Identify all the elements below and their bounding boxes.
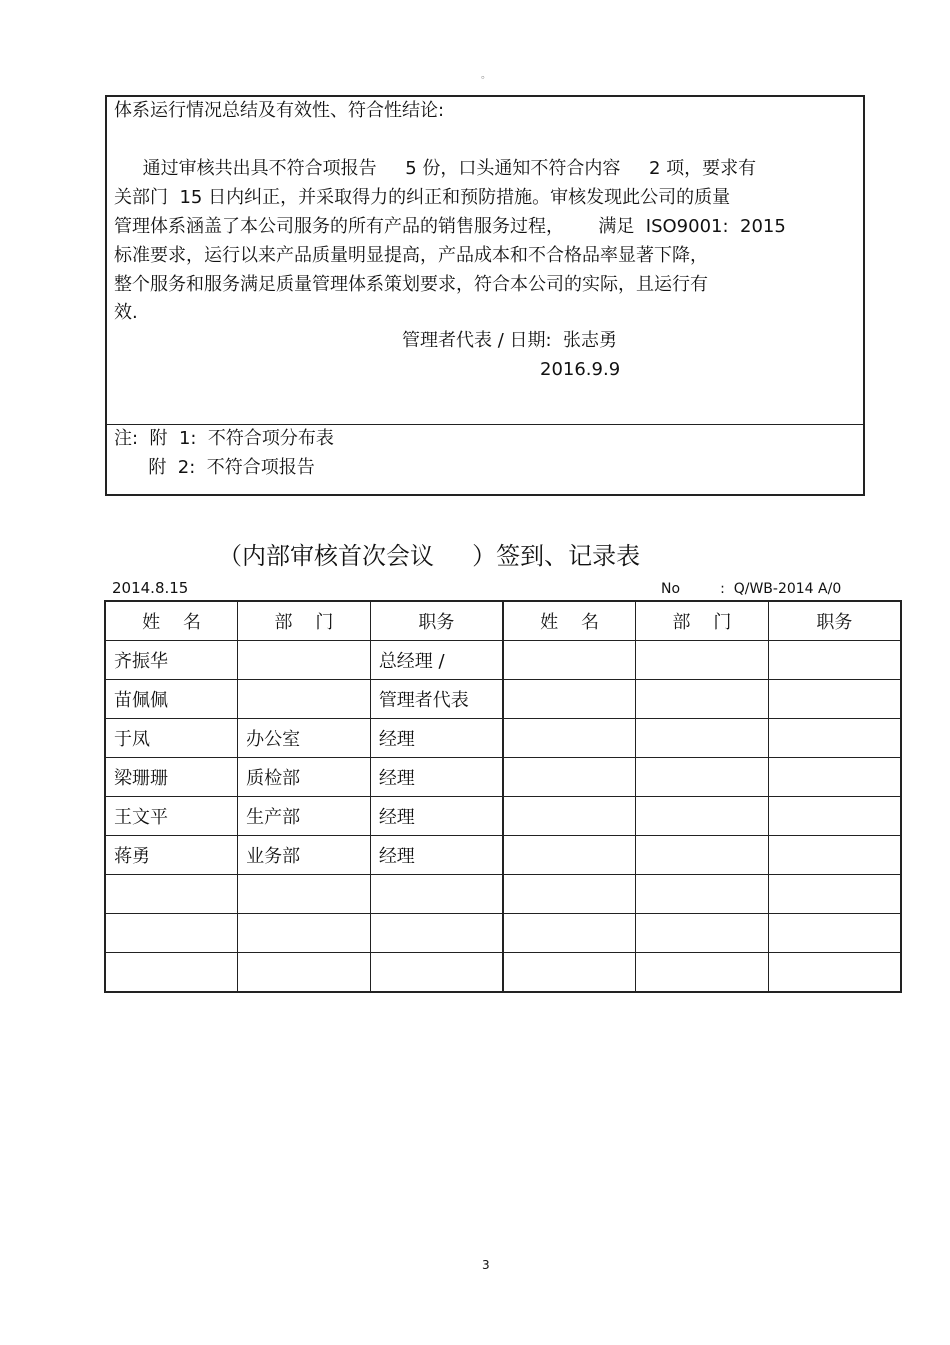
- cell-position: [768, 875, 901, 914]
- table-header-row: [105, 601, 901, 641]
- table-row: [105, 953, 901, 993]
- table-row: [105, 914, 901, 953]
- cell-name: 王文平: [105, 797, 238, 836]
- cell-department: [238, 953, 371, 993]
- cell-name: [503, 836, 636, 875]
- cell-position: 管理者代表: [370, 680, 503, 719]
- cell-name: [503, 875, 636, 914]
- cell-name: 梁珊珊: [105, 758, 238, 797]
- summary-box: [105, 95, 865, 496]
- table-row: [105, 797, 901, 836]
- cell-department: [636, 875, 769, 914]
- cell-name: [105, 875, 238, 914]
- cell-department: [636, 641, 769, 680]
- table-row: [105, 641, 901, 680]
- cell-position: [768, 914, 901, 953]
- summary-line: 通过审核共出具不符合项报告 5 份，口头通知不符合内容 2 项，要求有: [114, 158, 757, 179]
- cell-name: [503, 719, 636, 758]
- cell-name: 苗佩佩: [105, 680, 238, 719]
- attachment-note: 注: 附 1: 不符合项分布表: [114, 428, 334, 449]
- cell-position: [768, 680, 901, 719]
- cell-department: [238, 875, 371, 914]
- cell-position: [768, 641, 901, 680]
- summary-line: 标准要求，运行以来产品质量明显提高，产品成本和不合格品率显著下降，: [114, 245, 708, 266]
- cell-position: [768, 797, 901, 836]
- summary-section: [107, 97, 863, 425]
- summary-line: 整个服务和服务满足质量管理体系策划要求，符合本公司的实际，且运行有: [114, 274, 708, 295]
- cell-name: [503, 797, 636, 836]
- table-row: [105, 875, 901, 914]
- header-department: 部 门: [636, 601, 769, 641]
- cell-position: [370, 914, 503, 953]
- form-number: No : Q/WB-2014 A/0: [661, 581, 842, 597]
- cell-department: [636, 836, 769, 875]
- cell-department: 办公室: [238, 719, 371, 758]
- cell-department: [636, 953, 769, 993]
- page-number: 3: [482, 1258, 490, 1272]
- header-name: 姓 名: [105, 601, 238, 641]
- cell-position: 经理: [370, 836, 503, 875]
- sign-in-table: [104, 600, 902, 993]
- header-position: 职务: [370, 601, 503, 641]
- cell-department: [238, 680, 371, 719]
- cell-position: [370, 875, 503, 914]
- header-position: 职务: [768, 601, 901, 641]
- summary-line: 关部门 15 日内纠正，并采取得力的纠正和预防措施。审核发现此公司的质量: [114, 187, 731, 208]
- cell-position: [768, 953, 901, 993]
- cell-name: [105, 914, 238, 953]
- cell-name: [503, 953, 636, 993]
- cell-name: [105, 953, 238, 993]
- summary-line: 效.: [114, 302, 138, 323]
- summary-line: 管理体系涵盖了本公司服务的所有产品的销售服务过程， 满足 ISO9001: 2015: [114, 216, 786, 237]
- management-representative: 管理者代表 / 日期: 张志勇: [402, 330, 618, 351]
- cell-department: 业务部: [238, 836, 371, 875]
- cell-department: [636, 758, 769, 797]
- cell-department: [636, 719, 769, 758]
- table-row: [105, 680, 901, 719]
- cell-position: 经理: [370, 719, 503, 758]
- header-name: 姓 名: [503, 601, 636, 641]
- cell-name: 齐振华: [105, 641, 238, 680]
- cell-department: [636, 797, 769, 836]
- table-row: [105, 719, 901, 758]
- attachment-note: 附 2: 不符合项报告: [114, 457, 315, 478]
- summary-heading: 体系运行情况总结及有效性、符合性结论:: [114, 100, 445, 121]
- cell-department: 生产部: [238, 797, 371, 836]
- cell-name: [503, 680, 636, 719]
- cell-department: [636, 680, 769, 719]
- cell-position: [768, 719, 901, 758]
- cell-department: [238, 914, 371, 953]
- cell-position: [768, 758, 901, 797]
- cell-position: 总经理 /: [370, 641, 503, 680]
- cell-position: 经理: [370, 758, 503, 797]
- cell-department: [238, 641, 371, 680]
- top-mark: 。: [481, 70, 491, 81]
- cell-department: 质检部: [238, 758, 371, 797]
- cell-name: [503, 914, 636, 953]
- cell-name: [503, 758, 636, 797]
- table-row: [105, 758, 901, 797]
- cell-name: 于凤: [105, 719, 238, 758]
- cell-name: [503, 641, 636, 680]
- sign-date: 2016.9.9: [540, 359, 621, 380]
- cell-name: 蒋勇: [105, 836, 238, 875]
- header-department: 部 门: [238, 601, 371, 641]
- cell-position: 经理: [370, 797, 503, 836]
- form-date: 2014.8.15: [112, 579, 189, 597]
- table-row: [105, 836, 901, 875]
- cell-position: [370, 953, 503, 993]
- form-title: （内部审核首次会议 ）签到、记录表: [218, 542, 641, 570]
- cell-department: [636, 914, 769, 953]
- cell-position: [768, 836, 901, 875]
